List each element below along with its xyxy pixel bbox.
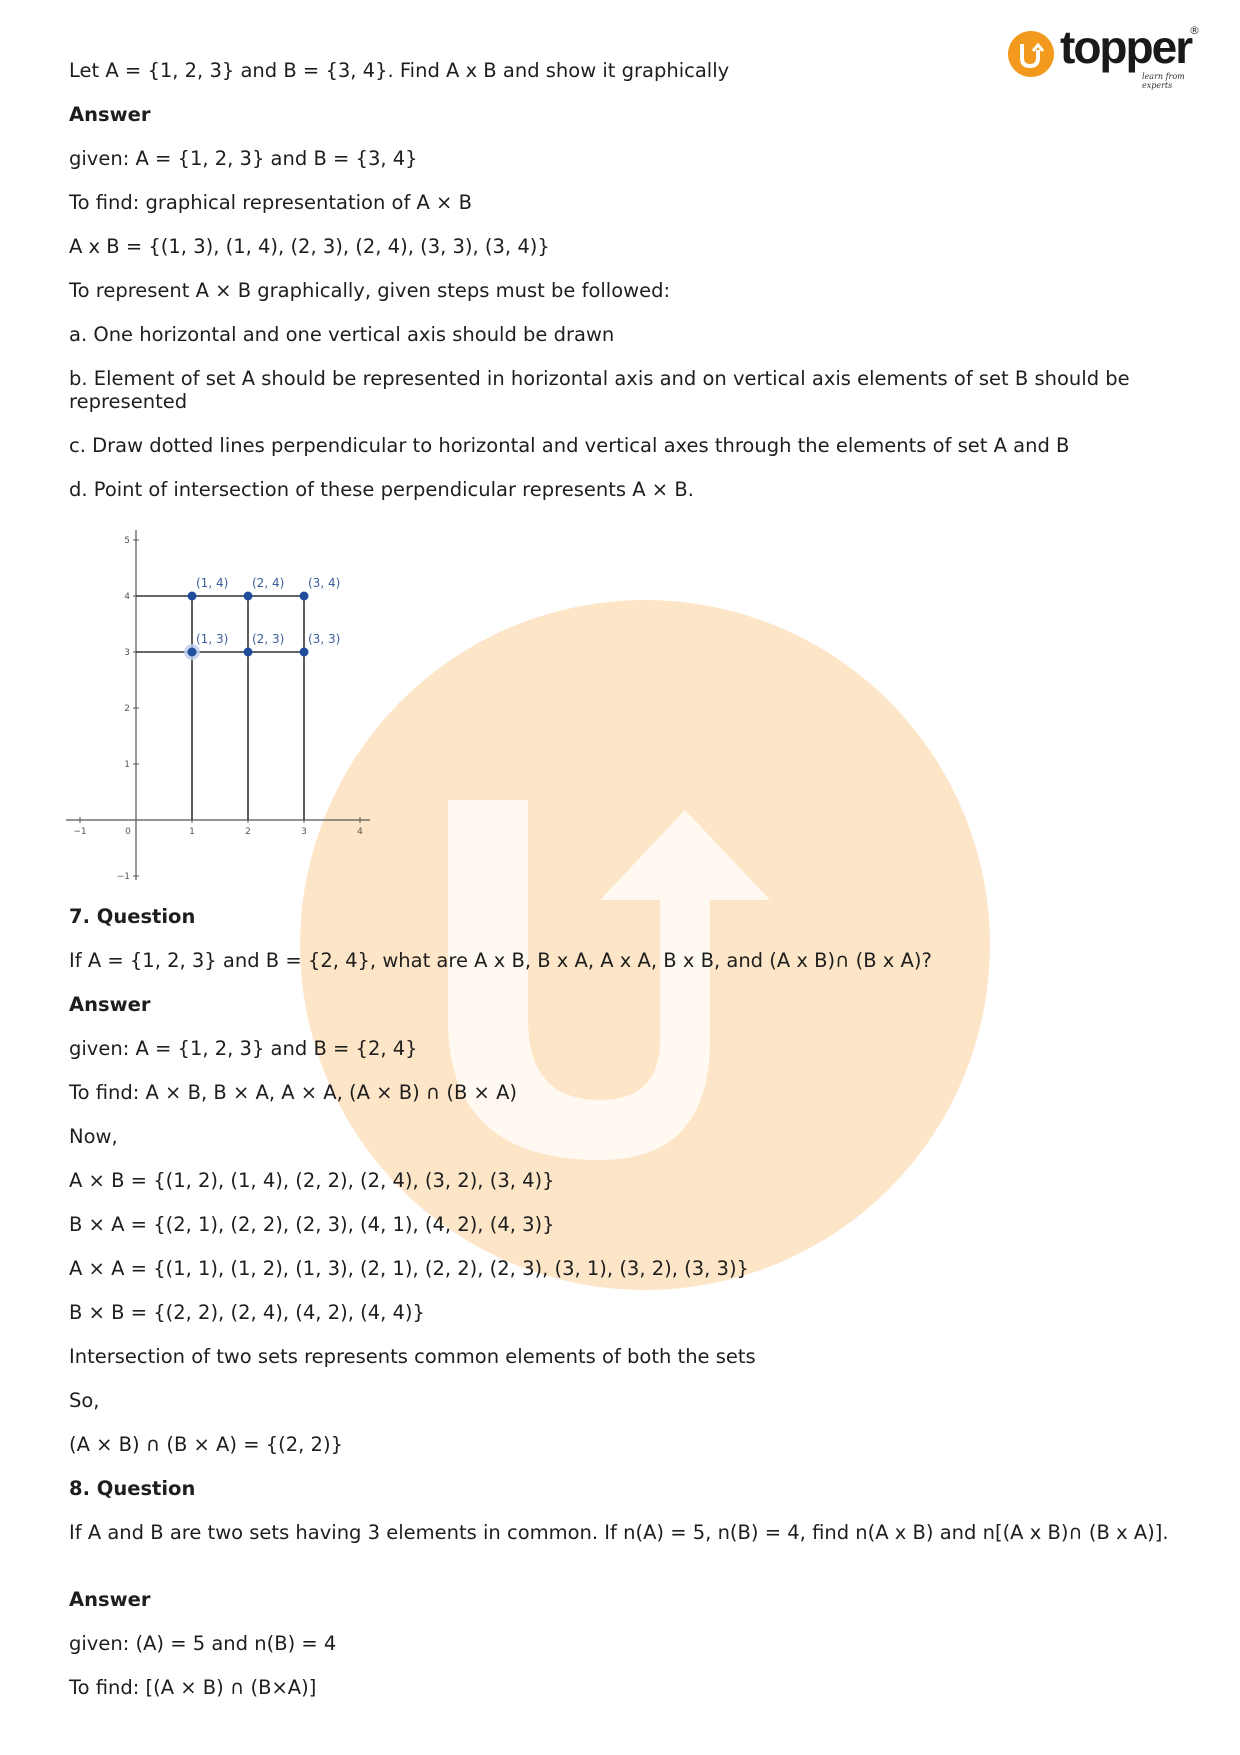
- data-point-label: (1, 4): [196, 576, 229, 590]
- data-point: [244, 648, 253, 657]
- data-point-label: (2, 4): [252, 576, 285, 590]
- intersection-result: (A × B) ∩ (B × A) = {(2, 2)}: [69, 1433, 343, 1456]
- given-line: given: A = {1, 2, 3} and B = {2, 4}: [69, 1037, 418, 1060]
- question-7-heading: 7. Question: [69, 905, 196, 928]
- data-point-label: (2, 3): [252, 632, 285, 646]
- y-tick-label: 1: [124, 760, 130, 770]
- logo-registered-mark: ®: [1189, 24, 1200, 37]
- step-c: c. Draw dotted lines perpendicular to horizontal and vertical axes through the elements of set A and B: [69, 434, 1070, 457]
- so-line: So,: [69, 1389, 100, 1412]
- data-point-label: (3, 4): [308, 576, 341, 590]
- steps-intro: To represent A × B graphically, given steps must be followed:: [69, 279, 671, 302]
- step-a: a. One horizontal and one vertical axis should be drawn: [69, 323, 615, 346]
- a-cross-b-line: A × B = {(1, 2), (1, 4), (2, 2), (2, 4), (3, 2), (3, 4)}: [69, 1169, 555, 1192]
- x-tick-label: 2: [245, 827, 251, 837]
- data-point: [300, 648, 309, 657]
- y-tick-label: 4: [124, 592, 130, 602]
- x-tick-label: 1: [189, 827, 195, 837]
- y-tick-label: 3: [124, 648, 130, 658]
- data-point: [188, 648, 197, 657]
- to-find-line: To find: A × B, B × A, A × A, (A × B) ∩ (B × A): [69, 1081, 518, 1104]
- y-tick-label: −1: [116, 872, 130, 880]
- b-cross-b-line: B × B = {(2, 2), (2, 4), (4, 2), (4, 4)}: [69, 1301, 425, 1324]
- now-line: Now,: [69, 1125, 118, 1148]
- answer-heading: Answer: [69, 103, 151, 126]
- data-point: [244, 592, 253, 601]
- step-b: b. Element of set A should be represented in horizontal axis and on vertical axis elements of set B should be represented: [69, 367, 1130, 413]
- product-line: A x B = {(1, 3), (1, 4), (2, 3), (2, 4), (3, 3), (3, 4)}: [69, 235, 550, 258]
- to-find-line: To find: [(A × B) ∩ (B×A)]: [69, 1676, 317, 1699]
- logo-tagline: learn from experts: [1142, 72, 1185, 90]
- given-line: given: (A) = 5 and n(B) = 4: [69, 1632, 337, 1655]
- y-tick-label: 2: [124, 704, 130, 714]
- data-point-label: (3, 3): [308, 632, 341, 646]
- x-tick-label: −1: [73, 827, 87, 837]
- question-7-text: If A = {1, 2, 3} and B = {2, 4}, what are A x B, B x A, A x A, B x B, and (A x B)∩ (B x A)?: [69, 949, 932, 972]
- x-tick-label: 4: [357, 827, 363, 837]
- question-6-text: Let A = {1, 2, 3} and B = {3, 4}. Find A x B and show it graphically: [69, 59, 730, 82]
- x-tick-label: 0: [125, 827, 131, 837]
- y-tick-label: 5: [124, 536, 130, 546]
- logo-u-icon: [1008, 31, 1054, 77]
- a-cross-a-line: A × A = {(1, 1), (1, 2), (1, 3), (2, 1), (2, 2), (2, 3), (3, 1), (3, 2), (3, 3)}: [69, 1257, 749, 1280]
- intersection-explanation: Intersection of two sets represents common elements of both the sets: [69, 1345, 756, 1368]
- b-cross-a-line: B × A = {(2, 1), (2, 2), (2, 3), (4, 1), (4, 2), (4, 3)}: [69, 1213, 555, 1236]
- question-8-text: If A and B are two sets having 3 elements in common. If n(A) = 5, n(B) = 4, find n(A x B) and n[(A x B)∩ (B x A)].: [69, 1521, 1169, 1544]
- cartesian-product-graph: [66, 520, 386, 880]
- data-point: [300, 592, 309, 601]
- to-find-line: To find: graphical representation of A × B: [69, 191, 472, 214]
- question-8-heading: 8. Question: [69, 1477, 196, 1500]
- logo-brand-text: topper: [1060, 21, 1192, 73]
- given-line: given: A = {1, 2, 3} and B = {3, 4}: [69, 147, 418, 170]
- x-tick-label: 3: [301, 827, 307, 837]
- data-point-label: (1, 3): [196, 632, 229, 646]
- answer-heading: Answer: [69, 993, 151, 1016]
- answer-heading: Answer: [69, 1588, 151, 1611]
- topper-logo: [1008, 21, 1208, 90]
- step-d: d. Point of intersection of these perpendicular represents A × B.: [69, 478, 694, 501]
- data-point: [188, 592, 197, 601]
